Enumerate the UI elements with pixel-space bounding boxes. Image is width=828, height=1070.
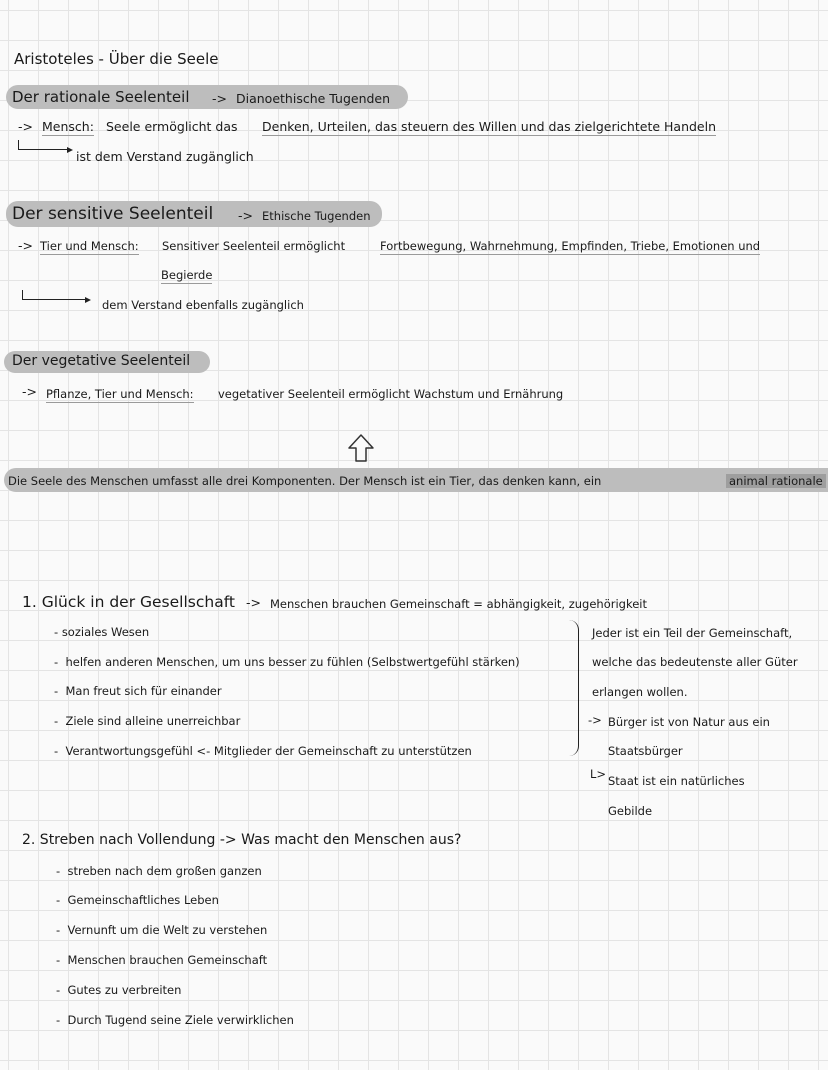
section1-note: Menschen brauchen Gemeinschaft = abhängigkeit, zugehörigkeit	[270, 597, 647, 611]
list-item: - streben nach dem großen ganzen	[56, 864, 262, 878]
sensitive-text-b: Fortbewegung, Wahrnehmung, Empfinden, Triebe, Emotionen und	[380, 239, 761, 253]
list-item: - Vernunft um die Welt zu verstehen	[56, 923, 268, 937]
right-brace	[564, 620, 579, 756]
side-arrow1: ->	[588, 713, 602, 727]
section1-heading: 1. Glück in der Gesellschaft	[22, 593, 235, 611]
rational-bullet-arrow: ->	[18, 119, 33, 134]
list-item: - Gutes zu verbreiten	[56, 983, 182, 997]
sensitive-conclusion: dem Verstand ebenfalls zugänglich	[102, 298, 304, 312]
side-line4: Bürger ist von Natur aus ein	[608, 715, 770, 729]
rational-arrow: ->	[212, 91, 227, 106]
section1-arrow: ->	[246, 595, 261, 610]
list-item: - Man freut sich für einander	[54, 684, 222, 698]
sensitive-down-arrow-icon	[22, 290, 85, 300]
list-item: - Ziele sind alleine unerreichbar	[54, 714, 241, 728]
rational-heading: Der rationale Seelenteil	[12, 88, 190, 106]
sensitive-text-c: Begierde	[161, 268, 213, 282]
list-item: - helfen anderen Menschen, um uns besser zu fühlen (Selbstwertgefühl stärken)	[54, 655, 520, 669]
up-arrow-icon	[346, 433, 376, 463]
section2-heading: 2. Streben nach Vollendung -> Was macht den Menschen aus?	[22, 832, 462, 848]
side-line5: Staatsbürger	[608, 744, 683, 758]
vegetative-subject: Pflanze, Tier und Mensch:	[46, 387, 194, 401]
list-item: - Gemeinschaftliches Leben	[56, 893, 219, 907]
vegetative-bullet-arrow: ->	[22, 384, 37, 399]
list-item: - Menschen brauchen Gemeinschaft	[56, 953, 268, 967]
summary-text: Die Seele des Menschen umfasst alle drei Komponenten. Der Mensch ist ein Tier, das denken kann, ein	[8, 474, 602, 488]
sensitive-arrow: ->	[238, 208, 253, 223]
list-item: - soziales Wesen	[54, 625, 150, 639]
vegetative-heading: Der vegetative Seelenteil	[12, 353, 191, 369]
side-line3: erlangen wollen.	[592, 685, 688, 699]
sensitive-heading: Der sensitive Seelenteil	[12, 204, 214, 224]
side-line1: Jeder ist ein Teil der Gemeinschaft,	[592, 626, 793, 640]
sensitive-subject: Tier und Mensch:	[40, 239, 139, 253]
list-item: - Verantwortungsgefühl <- Mitglieder der Gemeinschaft zu unterstützen	[54, 744, 472, 758]
sensitive-bullet-arrow: ->	[18, 238, 33, 253]
summary-term: animal rationale	[726, 474, 826, 488]
vegetative-text: vegetativer Seelenteil ermöglicht Wachstum und Ernährung	[218, 387, 564, 401]
rational-text-a: Seele ermöglicht das	[106, 119, 238, 134]
page-title: Aristoteles - Über die Seele	[14, 50, 219, 68]
side-line2: welche das bedeutenste aller Güter	[592, 655, 798, 669]
side-arrow2: L>	[590, 767, 607, 781]
sensitive-virtue: Ethische Tugenden	[262, 209, 371, 223]
side-line6: Staat ist ein natürliches	[608, 774, 745, 788]
rational-text-b: Denken, Urteilen, das steuern des Willen und das zielgerichtete Handeln	[262, 119, 717, 134]
rational-virtue: Dianoethische Tugenden	[236, 91, 391, 106]
rational-subject: Mensch:	[42, 119, 94, 134]
rational-down-arrow-icon	[18, 140, 67, 150]
list-item: - Durch Tugend seine Ziele verwirklichen	[56, 1013, 294, 1027]
sensitive-text-a: Sensitiver Seelenteil ermöglicht	[162, 239, 346, 253]
rational-conclusion: ist dem Verstand zugänglich	[76, 149, 254, 164]
side-line7: Gebilde	[608, 804, 653, 818]
